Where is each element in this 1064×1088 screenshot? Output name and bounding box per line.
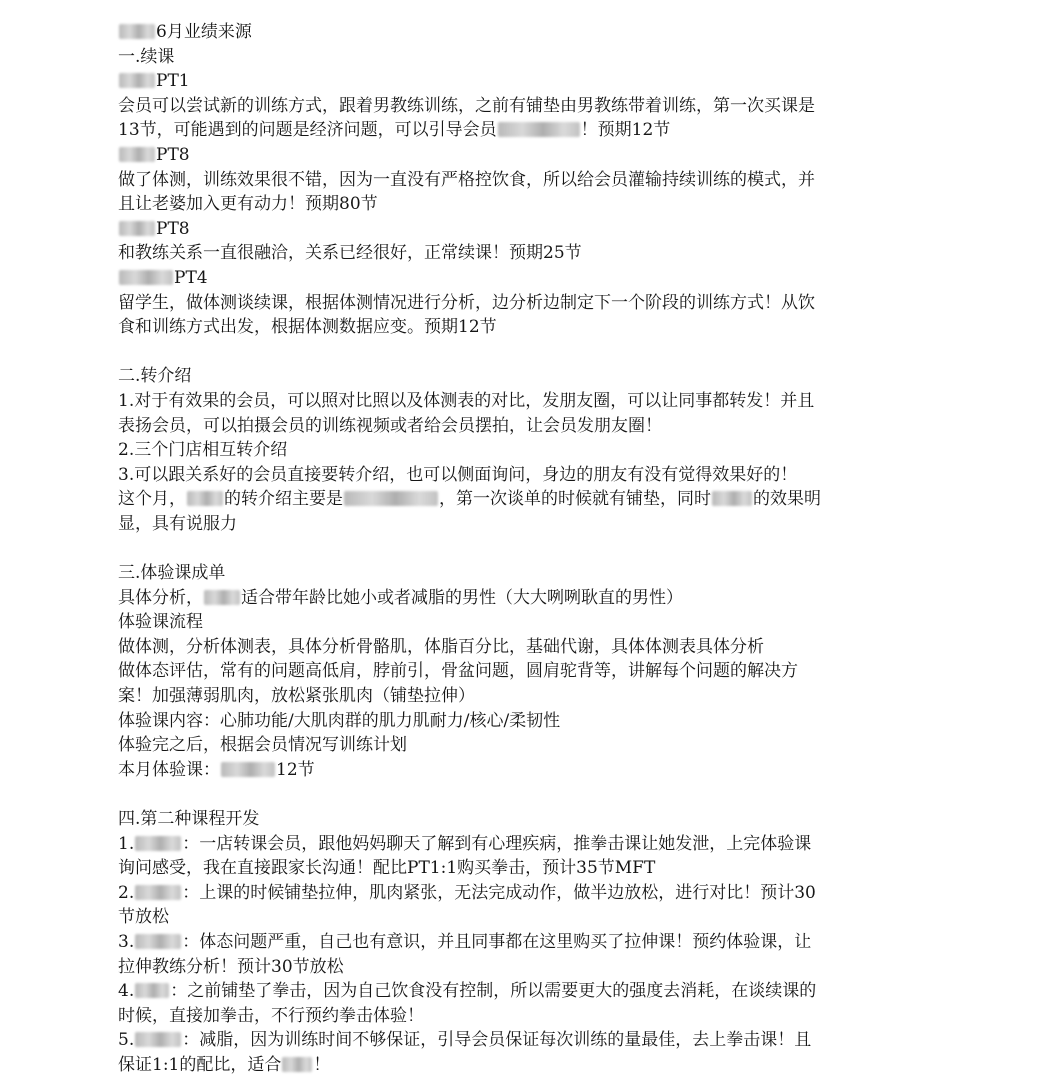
paragraph-line: 食和训练方式出发，根据体测数据应变。预期12节 [118, 317, 497, 338]
redacted-name [221, 762, 275, 777]
paragraph-line: 做了体测，训练效果很不错，因为一直没有严格控饮食，所以给会员灌输持续训练的模式，并 [118, 169, 815, 190]
redacted-name [135, 1032, 181, 1047]
list-item: 2. ：上课的时候铺垫拉伸，肌肉紧张，无法完成动作，做半边放松，进行对比！预计30 [118, 882, 816, 903]
paragraph-line: 表扬会员，可以拍摄会员的训练视频或者给会员摆拍，让会员发朋友圈！ [118, 415, 662, 436]
redacted-name [204, 590, 240, 605]
paragraph-line: 具体分析， 适合带年龄比她小或者减脂的男性（大大咧咧耿直的男性） [118, 587, 683, 608]
paragraph-line: 3.可以跟关系好的会员直接要转介绍，也可以侧面询问，身边的朋友有没有觉得效果好的！ [118, 464, 798, 485]
section-heading-course-development: 四.第二种课程开发 [118, 809, 260, 829]
redacted-name [282, 1057, 312, 1072]
member-tag: PT8 [118, 143, 964, 168]
redacted-name [187, 491, 223, 506]
member-tag: PT8 [118, 217, 964, 242]
redacted-name [135, 983, 169, 998]
paragraph-line: 1.对于有效果的会员，可以照对比照以及体测表的对比，发朋友圈，可以让同事都转发！并且 [118, 390, 815, 411]
paragraph-line: 询问感受，我在直接跟家长沟通！配比PT1:1购买拳击，预计35节MFT [118, 858, 656, 879]
redacted-name [498, 122, 580, 137]
redacted-name [344, 491, 438, 506]
redacted-name [119, 221, 155, 236]
paragraph-line: 保证1:1的配比，适合 ！ [118, 1054, 331, 1075]
redacted-name [135, 934, 181, 949]
member-tag: PT1 [118, 69, 964, 94]
list-item: 3. ：体态问题严重，自己也有意识，并且同事都在这里购买了拉伸课！预约体验课，让 [118, 931, 812, 952]
section-heading-renewal: 一.续课 [118, 46, 175, 67]
paragraph-line: 这个月， 的转介绍主要是 ，第一次谈单的时候就有铺垫，同时 的效果明 [118, 489, 821, 510]
redacted-name [135, 885, 181, 900]
paragraph-line: 本月体验课： 12节 [118, 759, 315, 780]
redacted-name [119, 24, 155, 39]
list-item: 4. ：之前铺垫了拳击，因为自己饮食没有控制，所以需要更大的强度去消耗，在谈续课的 [118, 981, 817, 1002]
document-title: 6月业绩来源 [118, 20, 964, 45]
list-item: 5. ：减脂，因为训练时间不够保证，引导会员保证每次训练的量最佳，去上拳击课！且 [118, 1030, 812, 1051]
list-item: 1. ：一店转课会员，跟他妈妈聊天了解到有心理疾病，推拳击课让她发泄，上完体验课 [118, 833, 812, 854]
paragraph-line: 节放松 [118, 907, 169, 928]
paragraph-line: 体验课流程 [118, 612, 203, 633]
redacted-name [119, 73, 155, 88]
redacted-name [135, 836, 181, 851]
paragraph-line: 体验课内容：心肺功能/大肌肉群的肌力肌耐力/核心/柔韧性 [118, 710, 561, 731]
paragraph-line: 体验完之后，根据会员情况写训练计划 [118, 735, 407, 756]
paragraph-line: 会员可以尝试新的训练方式，跟着男教练训练，之前有铺垫由男教练带着训练，第一次买课是 [118, 95, 815, 116]
paragraph-line: 留学生，做体测谈续课，根据体测情况进行分析，边分析边制定下一个阶段的训练方式！从饮 [118, 292, 815, 313]
section-spacer [118, 536, 964, 561]
paragraph-line: 和教练关系一直很融洽，关系已经很好，正常续课！预期25节 [118, 243, 582, 264]
paragraph-line: 显，具有说服力 [118, 513, 237, 534]
paragraph-line: 13节，可能遇到的问题是经济问题，可以引导会员 ！预期12节 [118, 120, 671, 141]
section-heading-trial-class: 三.体验课成单 [118, 563, 226, 584]
paragraph-line: 时候，直接加拳击，不行预约拳击体验！ [118, 1005, 424, 1026]
paragraph-line: 案！加强薄弱肌肉，放松紧张肌肉（铺垫拉伸） [118, 686, 475, 707]
paragraph-line: 2.三个门店相互转介绍 [118, 440, 288, 461]
redacted-name [119, 270, 173, 285]
paragraph-line: 做体测，分析体测表，具体分析骨骼肌，体脂百分比，基础代谢，具体体测表具体分析 [118, 636, 764, 657]
paragraph-line: 且让老婆加入更有动力！预期80节 [118, 194, 378, 215]
member-tag: PT4 [118, 266, 964, 291]
section-spacer [118, 782, 964, 807]
section-heading-referral: 二.转介绍 [118, 366, 192, 387]
redacted-name [119, 147, 155, 162]
paragraph-line: 拉伸教练分析！预计30节放松 [118, 956, 344, 977]
redacted-name [712, 491, 752, 506]
section-spacer [118, 340, 964, 365]
paragraph-line: 做体态评估，常有的问题高低肩，脖前引，骨盆问题，圆肩驼背等，讲解每个问题的解决方 [118, 661, 798, 682]
